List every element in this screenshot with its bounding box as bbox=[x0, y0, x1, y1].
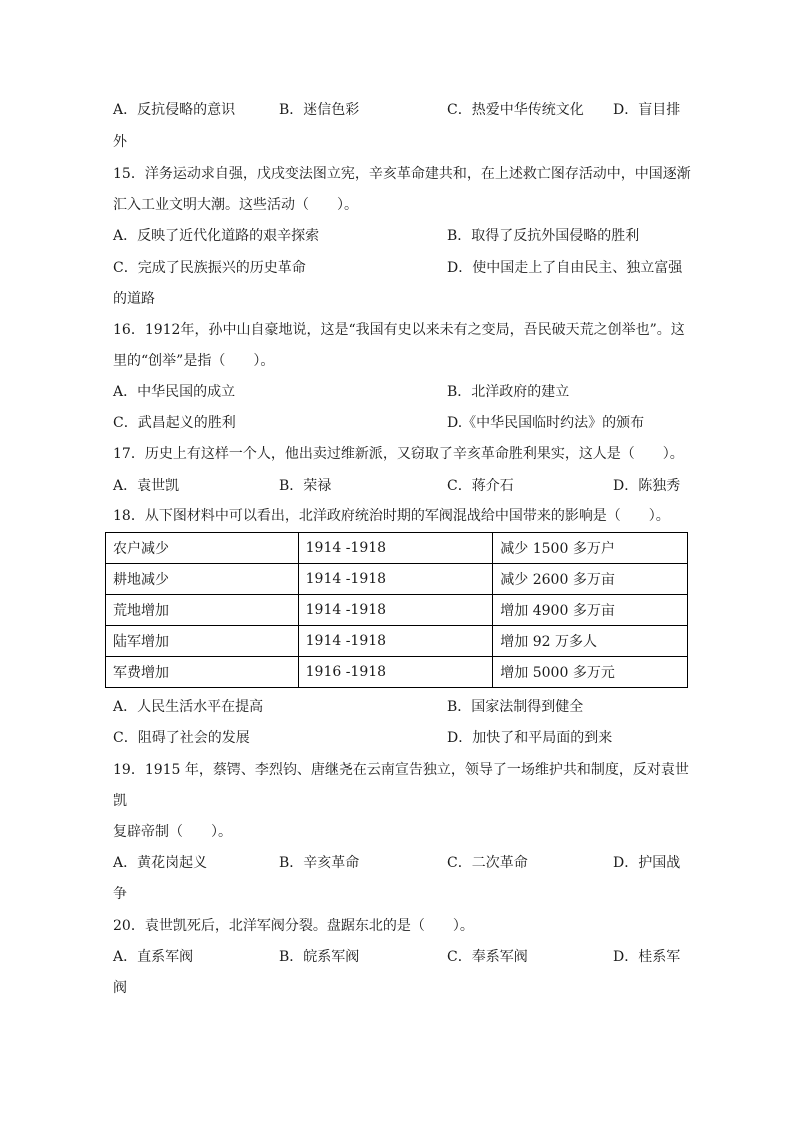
q15-option-b[interactable]: B．取得了反抗外国侵略的胜利 bbox=[447, 228, 640, 244]
q15-option-a[interactable]: A．反映了近代化道路的艰辛探索 bbox=[113, 228, 320, 244]
table-cell: 1916 -1918 bbox=[298, 657, 493, 688]
q16-option-c[interactable]: C．武昌起义的胜利 bbox=[113, 415, 236, 431]
table-cell: 耕地减少 bbox=[106, 564, 299, 595]
q17-stem: 17．历史上有这样一个人，他出卖过维新派，又窃取了辛亥革命胜利果实，这人是（ ）。 bbox=[113, 446, 684, 462]
table-row bbox=[106, 657, 688, 688]
q18-option-d[interactable]: D．加快了和平局面的到来 bbox=[447, 730, 613, 746]
q17-option-c[interactable]: C．蒋介石 bbox=[447, 478, 514, 494]
q19-option-d[interactable]: D．护国战 bbox=[613, 855, 681, 871]
q15-stem-line1: 15．洋务运动求自强，戊戌变法图立宪，辛亥革命建共和，在上述救亡图存活动中，中国逐渐 bbox=[113, 166, 691, 182]
table-cell: 增加 4900 多万亩 bbox=[493, 595, 688, 626]
q14-options bbox=[113, 100, 683, 120]
q18-option-c[interactable]: C．阻碍了社会的发展 bbox=[113, 730, 250, 746]
table-cell: 增加 92 万多人 bbox=[493, 626, 688, 657]
table-cell: 1914 -1918 bbox=[298, 533, 493, 564]
q19-option-c[interactable]: C．二次革命 bbox=[447, 855, 528, 871]
q16-option-a[interactable]: A．中华民国的成立 bbox=[113, 384, 236, 400]
table-cell: 增加 5000 多万元 bbox=[493, 657, 688, 688]
q19-option-a[interactable]: A．黄花岗起义 bbox=[113, 855, 208, 871]
q14-option-b[interactable]: B．迷信色彩 bbox=[279, 102, 360, 118]
q16-stem-line1: 16．1912年，孙中山自豪地说，这是“我国有史以来未有之变局，吾民破天荒之创举也”。这 bbox=[113, 322, 685, 338]
q20-option-a[interactable]: A．直系军阀 bbox=[113, 949, 194, 965]
q15-option-d-wrap: 的道路 bbox=[113, 291, 155, 307]
table-cell: 农户减少 bbox=[106, 533, 299, 564]
q14-option-d[interactable]: D．盲目排 bbox=[613, 102, 681, 118]
q14-option-d-wrap: 外 bbox=[113, 134, 127, 150]
table-cell: 荒地增加 bbox=[106, 595, 299, 626]
q19-options bbox=[113, 853, 683, 873]
q20-options bbox=[113, 947, 683, 967]
q20-option-d[interactable]: D．桂系军 bbox=[613, 949, 681, 965]
table-cell: 陆军增加 bbox=[106, 626, 299, 657]
q20-option-d-wrap: 阀 bbox=[113, 980, 127, 996]
q17-option-b[interactable]: B．荣禄 bbox=[279, 478, 332, 494]
q16-options-row2 bbox=[113, 413, 683, 433]
table-row bbox=[106, 533, 688, 564]
q20-stem: 20．袁世凯死后，北洋军阀分裂。盘踞东北的是（ ）。 bbox=[113, 918, 474, 934]
q19-stem-line3: 复辟帝制（ ）。 bbox=[113, 824, 232, 840]
q18-data-table bbox=[105, 532, 688, 688]
table-cell: 1914 -1918 bbox=[298, 564, 493, 595]
q15-stem-line2: 汇入工业文明大潮。这些活动（ ）。 bbox=[113, 197, 358, 213]
q16-option-b[interactable]: B．北洋政府的建立 bbox=[447, 384, 570, 400]
q18-options-row2 bbox=[113, 728, 683, 748]
q19-stem-line2: 凯 bbox=[113, 793, 127, 809]
table-row bbox=[106, 564, 688, 595]
q19-option-b[interactable]: B．辛亥革命 bbox=[279, 855, 360, 871]
q20-option-c[interactable]: C．奉系军阀 bbox=[447, 949, 528, 965]
table-row bbox=[106, 626, 688, 657]
q17-option-d[interactable]: D．陈独秀 bbox=[613, 478, 681, 494]
q18-stem: 18．从下图材料中可以看出，北洋政府统治时期的军阀混战给中国带来的影响是（ ）。 bbox=[113, 508, 670, 524]
q15-option-d[interactable]: D．使中国走上了自由民主、独立富强 bbox=[447, 260, 683, 276]
q16-option-d[interactable]: D.《中华民国临时约法》的颁布 bbox=[447, 415, 645, 431]
q20-option-b[interactable]: B．皖系军阀 bbox=[279, 949, 360, 965]
q17-option-a[interactable]: A．袁世凯 bbox=[113, 478, 180, 494]
q14-option-c[interactable]: C．热爱中华传统文化 bbox=[447, 102, 584, 118]
q18-options-row1 bbox=[113, 697, 683, 717]
q15-options-row1 bbox=[113, 226, 683, 246]
table-cell: 1914 -1918 bbox=[298, 626, 493, 657]
q19-option-d-wrap: 争 bbox=[113, 886, 127, 902]
q14-option-a[interactable]: A．反抗侵略的意识 bbox=[113, 102, 236, 118]
q17-options bbox=[113, 476, 683, 496]
q16-options-row1 bbox=[113, 382, 683, 402]
q18-option-a[interactable]: A．人民生活水平在提高 bbox=[113, 699, 264, 715]
table-row bbox=[106, 595, 688, 626]
q19-stem-line1: 19．1915 年，蔡锷、李烈钧、唐继尧在云南宣告独立，领导了一场维护共和制度，反对袁世 bbox=[113, 762, 689, 778]
q15-options-row2 bbox=[113, 258, 683, 278]
q15-option-c[interactable]: C．完成了民族振兴的历史革命 bbox=[113, 260, 306, 276]
q18-option-b[interactable]: B．国家法制得到健全 bbox=[447, 699, 584, 715]
table-cell: 减少 2600 多万亩 bbox=[493, 564, 688, 595]
table-cell: 1914 -1918 bbox=[298, 595, 493, 626]
table-cell: 军费增加 bbox=[106, 657, 299, 688]
table-cell: 减少 1500 多万户 bbox=[493, 533, 688, 564]
q16-stem-line2: 里的“创举”是指（ ）。 bbox=[113, 353, 275, 369]
